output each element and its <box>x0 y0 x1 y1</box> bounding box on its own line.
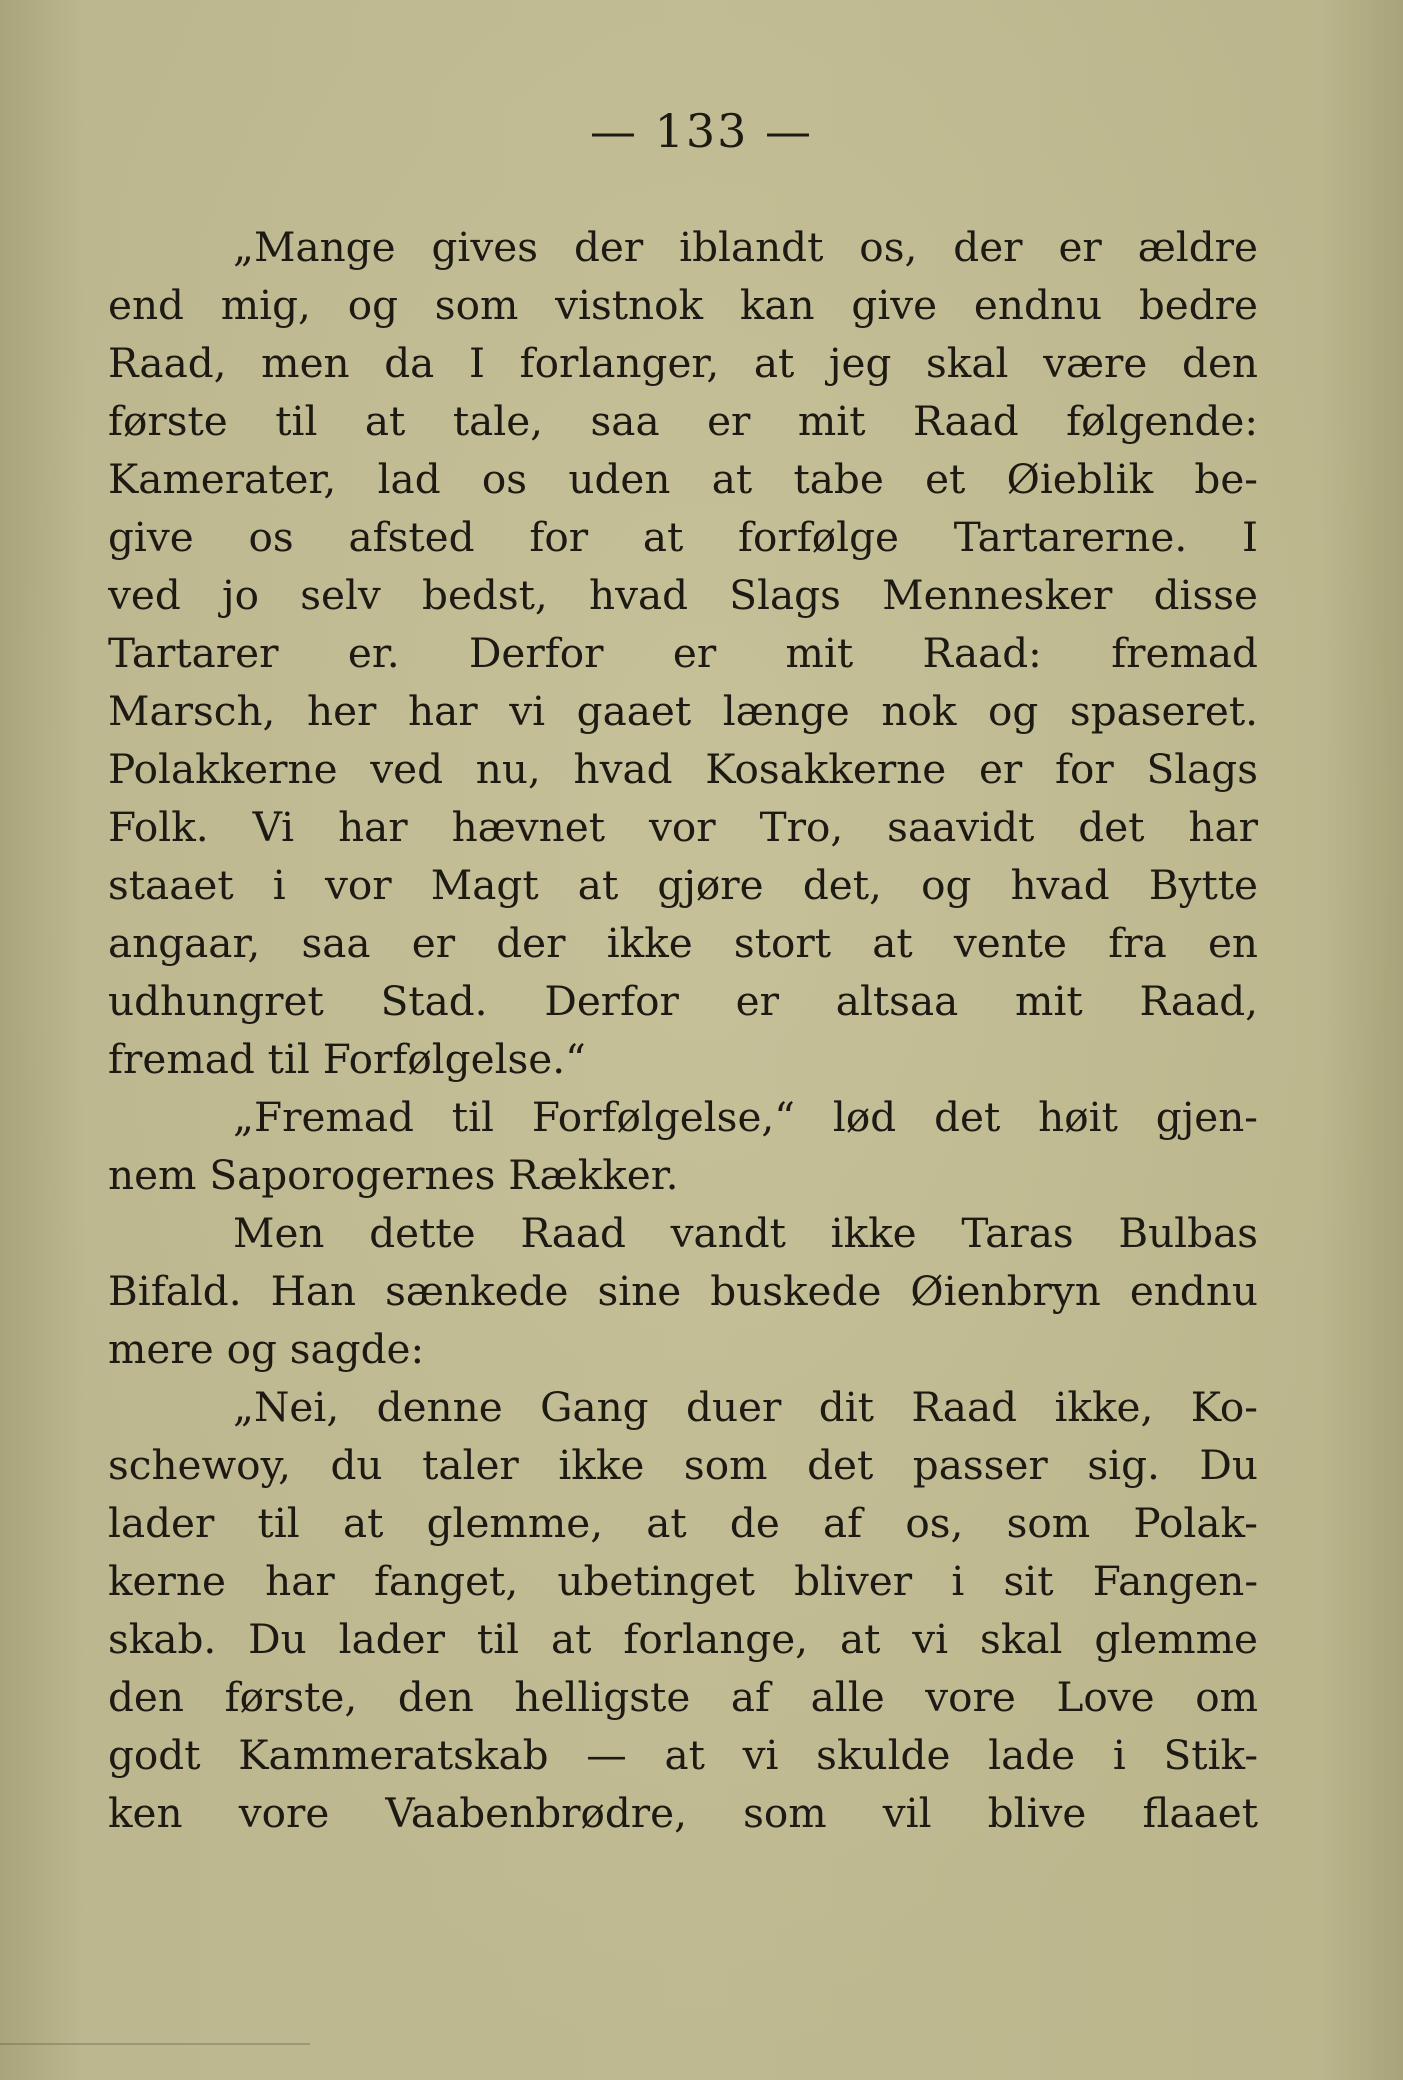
text-line: skab. Du lader til at forlange, at vi skal glemme <box>108 1615 1258 1663</box>
text-line: end mig, og som vistnok kan give endnu bedre <box>108 281 1258 329</box>
page-edge-line <box>0 2043 310 2045</box>
text-line: staaet i vor Magt at gjøre det, og hvad Bytte <box>108 861 1258 909</box>
text-line: Kamerater, lad os uden at tabe et Øieblik be- <box>108 455 1258 503</box>
text-line: Marsch, her har vi gaaet længe nok og spaseret. <box>108 687 1258 735</box>
text-line: den første, den helligste af alle vore Love om <box>108 1673 1258 1721</box>
text-line: fremad til Forfølgelse.“ <box>108 1035 586 1083</box>
text-line: give os afsted for at forfølge Tartarerne. I <box>108 513 1258 561</box>
text-line: godt Kammeratskab — at vi skulde lade i Stik- <box>108 1731 1258 1779</box>
text-line: udhungret Stad. Derfor er altsaa mit Raad, <box>108 977 1258 1025</box>
text-line: „Fremad til Forfølgelse,“ lød det høit gjen- <box>233 1093 1258 1141</box>
text-line: „Nei, denne Gang duer dit Raad ikke, Ko- <box>233 1383 1258 1431</box>
text-line: „Mange gives der iblandt os, der er ældre <box>233 223 1258 271</box>
body-text <box>108 218 1258 1842</box>
text-line: schewoy, du taler ikke som det passer sig. Du <box>108 1441 1258 1489</box>
page-number: — 133 — <box>589 104 814 158</box>
text-line: nem Saporogernes Rækker. <box>108 1151 679 1199</box>
text-line: lader til at glemme, at de af os, som Polak- <box>108 1499 1258 1547</box>
text-line: Polakkerne ved nu, hvad Kosakkerne er for Slags <box>108 745 1258 793</box>
text-line: Tartarer er. Derfor er mit Raad: fremad <box>108 629 1258 677</box>
text-line: Raad, men da I forlanger, at jeg skal være den <box>108 339 1258 387</box>
text-line: kerne har fanget, ubetinget bliver i sit Fangen- <box>108 1557 1258 1605</box>
text-line: ved jo selv bedst, hvad Slags Mennesker disse <box>108 571 1258 619</box>
text-line: Folk. Vi har hævnet vor Tro, saavidt det har <box>108 803 1258 851</box>
text-line: mere og sagde: <box>108 1325 425 1373</box>
text-line: Men dette Raad vandt ikke Taras Bulbas <box>233 1209 1258 1257</box>
text-line: Bifald. Han sænkede sine buskede Øienbryn endnu <box>108 1267 1258 1315</box>
text-line: ken vore Vaabenbrødre, som vil blive flaaet <box>108 1789 1258 1837</box>
text-line: angaar, saa er der ikke stort at vente fra en <box>108 919 1258 967</box>
text-line: første til at tale, saa er mit Raad følgende: <box>108 397 1258 445</box>
